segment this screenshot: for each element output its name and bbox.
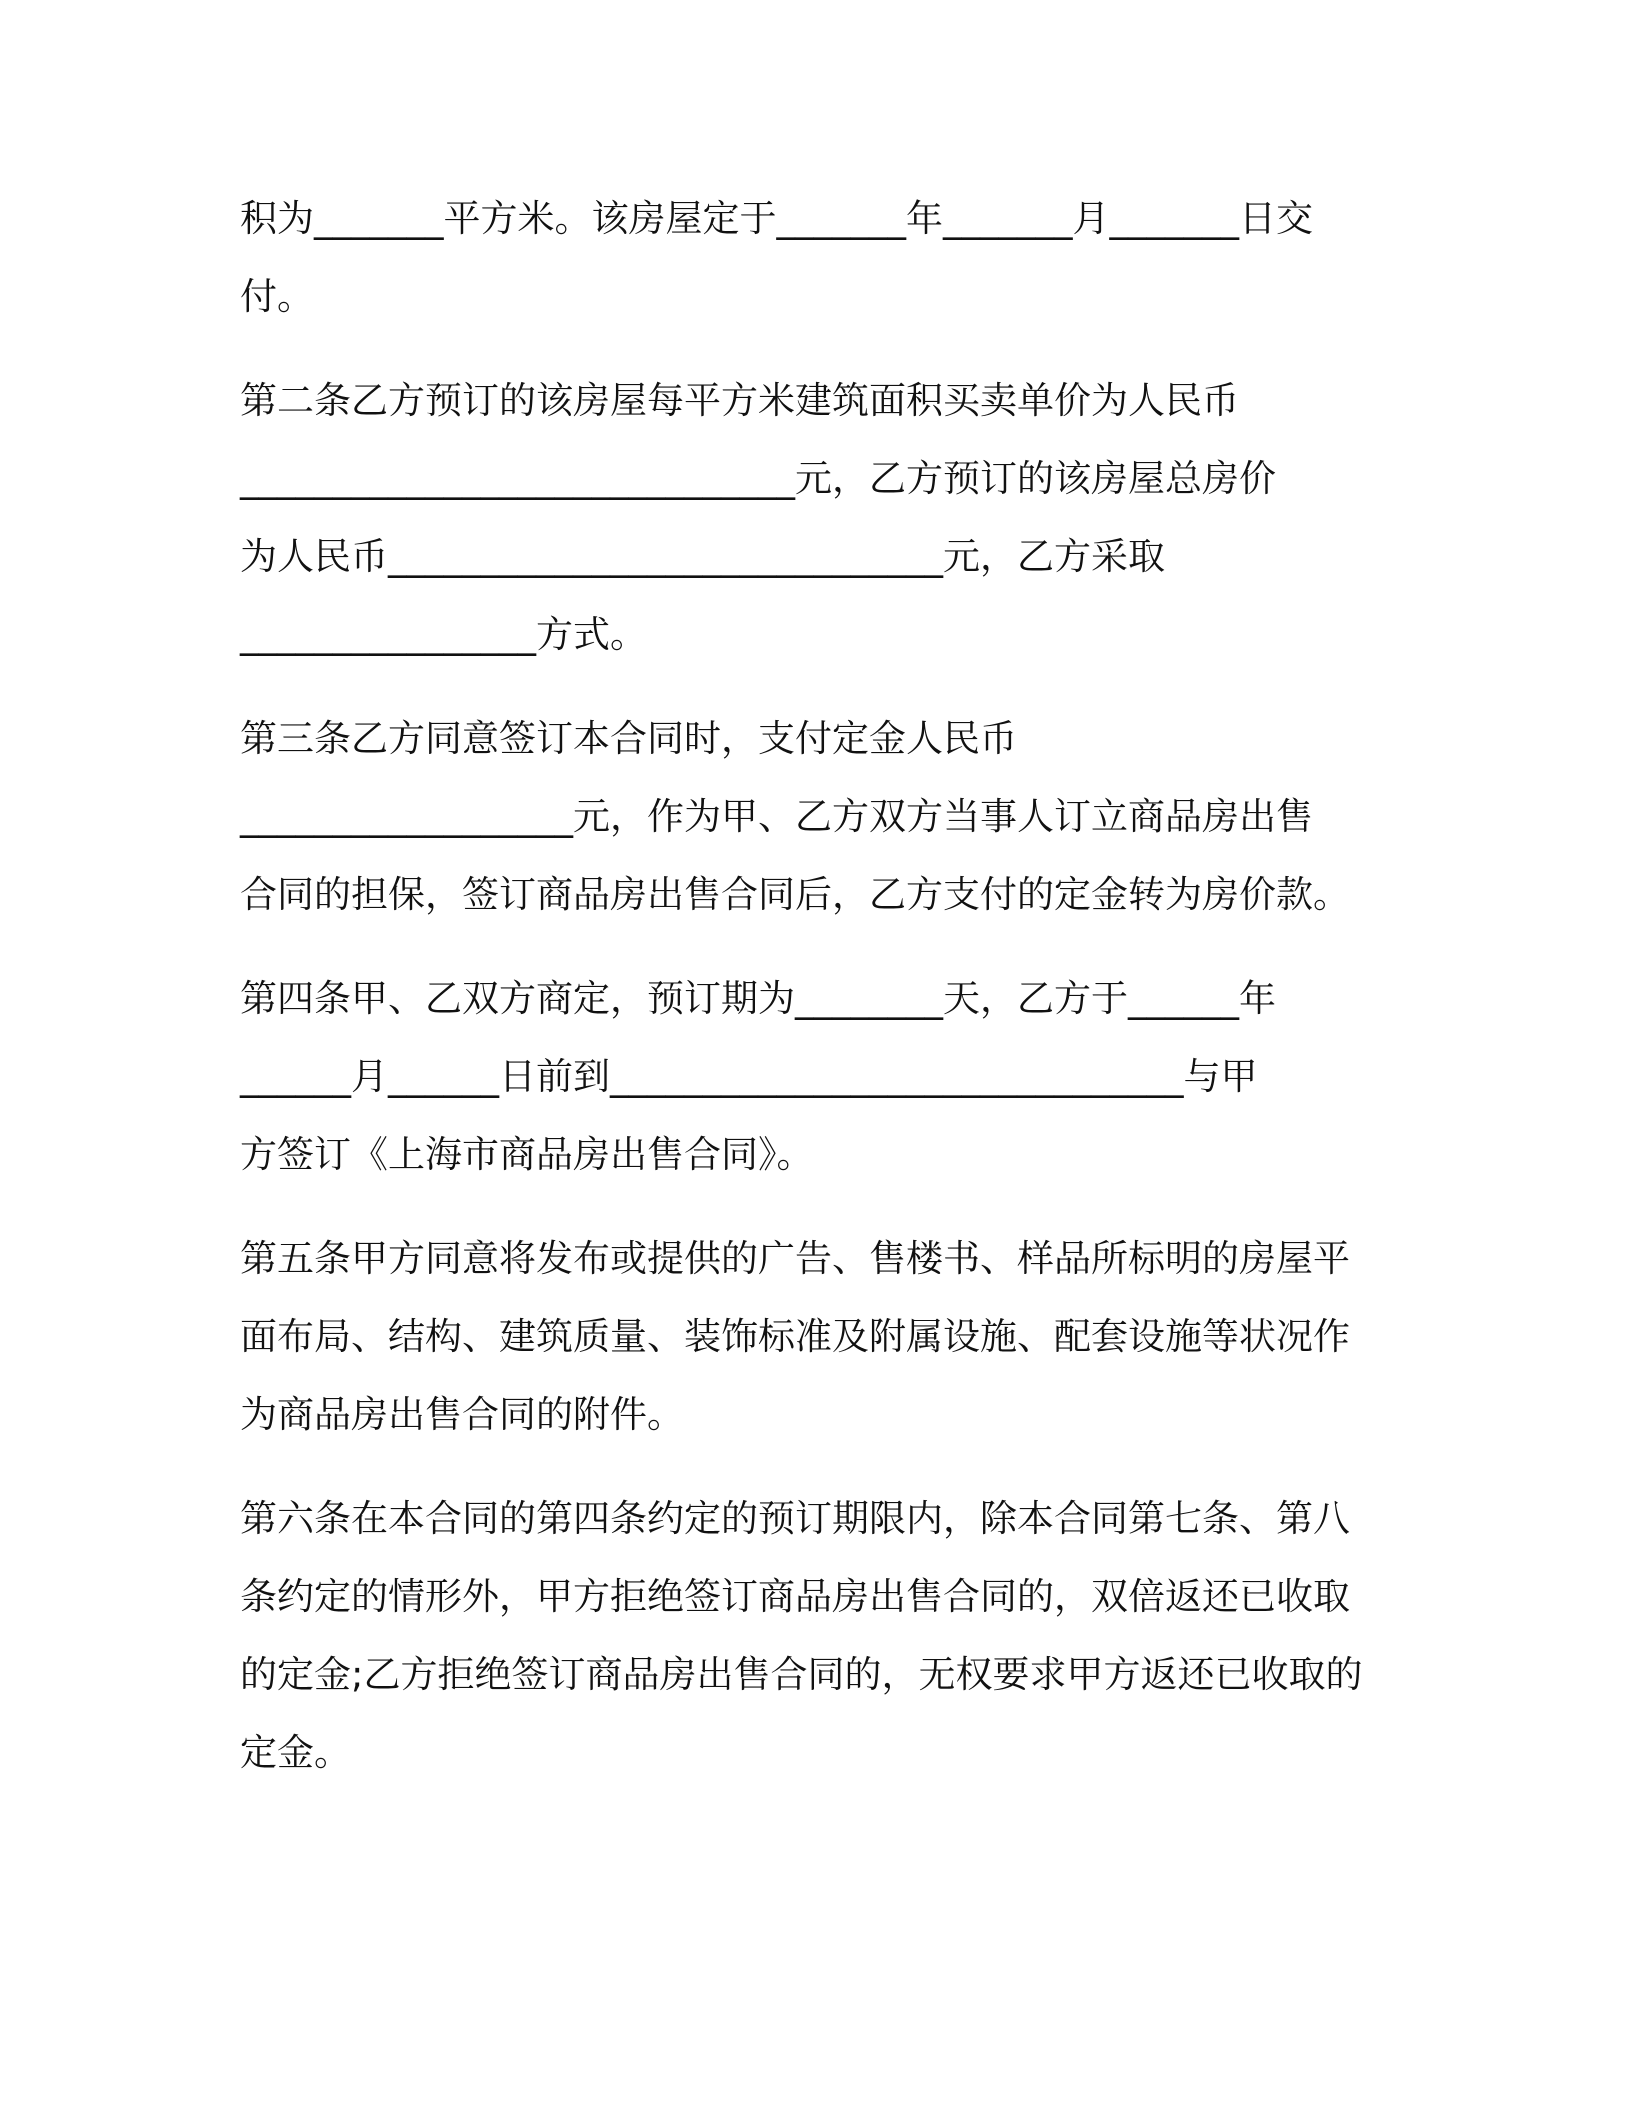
text-line: 合同的担保，签订商品房出售合同后，乙方支付的定金转为房价款。 [240, 873, 1350, 916]
text-line: ______________________________元，乙方预订的该房屋总房价 [240, 457, 1276, 500]
text-line: 付。 [240, 275, 314, 318]
text-line: 定金。 [240, 1731, 351, 1774]
text-line: 的定金;乙方拒绝签订商品房出售合同的，无权要求甲方返还已收取的 [240, 1653, 1363, 1696]
paragraph-area-delivery [240, 180, 1400, 336]
text-line: 方签订《上海市商品房出售合同》。 [240, 1133, 814, 1176]
contract-body [240, 180, 1400, 1818]
paragraph-article-4 [240, 960, 1400, 1194]
text-line: 第三条乙方同意签订本合同时，支付定金人民币 [240, 717, 1017, 760]
text-line: ______月______日前到_______________________________与甲 [240, 1055, 1258, 1098]
text-line: __________________元，作为甲、乙方双方当事人订立商品房出售 [240, 795, 1313, 838]
text-line: 第六条在本合同的第四条约定的预订期限内，除本合同第七条、第八 [240, 1497, 1350, 1540]
text-line: 第二条乙方预订的该房屋每平方米建筑面积买卖单价为人民币 [240, 379, 1239, 422]
paragraph-article-3 [240, 700, 1400, 934]
text-line: 为人民币______________________________元，乙方采取 [240, 535, 1165, 578]
text-line: ________________方式。 [240, 613, 647, 656]
text-line: 积为_______平方米。该房屋定于_______年_______月_______日交 [240, 197, 1313, 240]
text-line: 为商品房出售合同的附件。 [240, 1393, 684, 1436]
paragraph-article-6 [240, 1480, 1400, 1792]
paragraph-article-2 [240, 362, 1400, 674]
text-line: 第五条甲方同意将发布或提供的广告、售楼书、样品所标明的房屋平 [240, 1237, 1350, 1280]
text-line: 条约定的情形外，甲方拒绝签订商品房出售合同的，双倍返还已收取 [240, 1575, 1350, 1618]
paragraph-article-5 [240, 1220, 1400, 1454]
text-line: 第四条甲、乙双方商定，预订期为________天，乙方于______年 [240, 977, 1276, 1020]
text-line: 面布局、结构、建筑质量、装饰标准及附属设施、配套设施等状况作 [240, 1315, 1350, 1358]
